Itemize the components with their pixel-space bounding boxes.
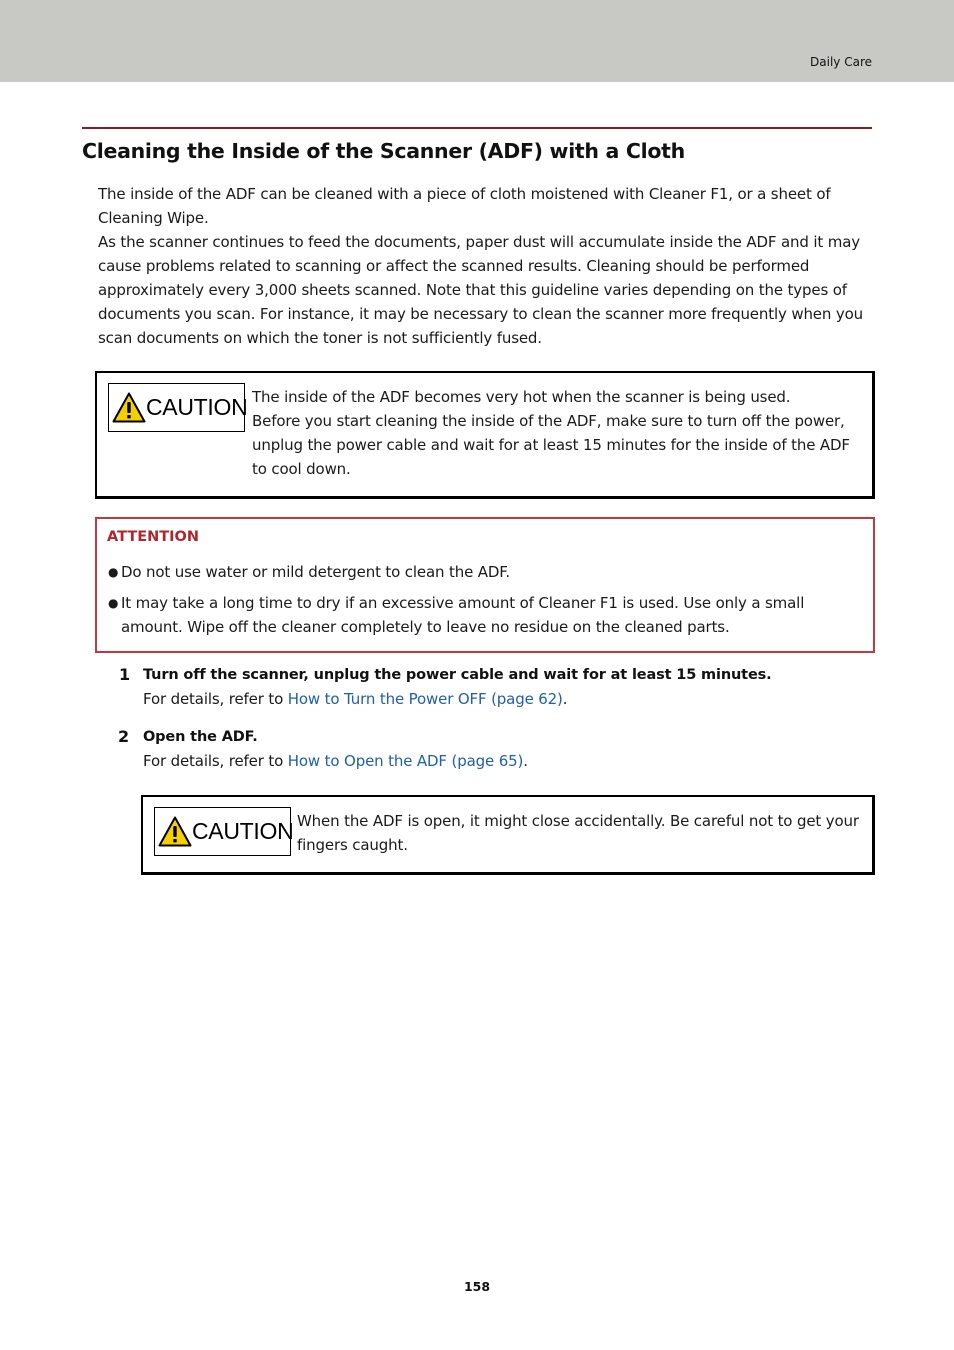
caution-box-hot [95, 371, 875, 499]
bullet-icon: ● [108, 565, 119, 579]
step-detail-suffix: . [562, 690, 568, 708]
warning-triangle-icon [158, 816, 192, 847]
attention-item [108, 591, 848, 639]
warning-triangle-icon [112, 392, 146, 423]
bullet-icon: ● [108, 596, 119, 610]
intro-text [98, 182, 874, 350]
caution-box-adf-close [141, 795, 875, 875]
attention-title: ATTENTION [107, 529, 199, 545]
step-number: 1 [119, 665, 131, 684]
power-off-link[interactable]: How to Turn the Power OFF (page 62) [287, 690, 563, 708]
step-detail-prefix: For details, refer to [143, 690, 288, 708]
caution-line-1: The inside of the ADF becomes very hot when the scanner is being used. [252, 388, 791, 406]
attention-box [95, 517, 875, 653]
section-label: Daily Care [810, 55, 872, 69]
intro-paragraph-2: As the scanner continues to feed the documents, paper dust will accumulate inside the ADF and it may cause problems related to scanning or affect the scanned results. Cleaning should be performed approximately every 3,000 sheets scanned. Note that this guideline varies depending on the types of documents you scan. For instance, it may be necessary to clean the scanner more frequently when you scan documents on which the toner is not sufficiently fused. [98, 233, 863, 347]
caution-label: CAUTION [146, 394, 248, 420]
step-detail [143, 690, 567, 708]
caution-badge [154, 807, 294, 856]
attention-item-text: It may take a long time to dry if an excessive amount of Cleaner F1 is used. Use only a small amount. Wipe off the cleaner completely to leave no residue on the cleaned parts. [121, 594, 805, 636]
intro-paragraph-1: The inside of the ADF can be cleaned with a piece of cloth moistened with Cleaner F1, or a sheet of Cleaning Wipe. [98, 185, 831, 227]
page-number: 158 [463, 1279, 491, 1294]
step-detail-prefix: For details, refer to [143, 752, 288, 770]
caution-badge [108, 383, 248, 432]
caution-text [252, 385, 867, 481]
open-adf-link[interactable]: How to Open the ADF (page 65) [287, 752, 524, 770]
step-title: Open the ADF. [143, 729, 258, 745]
step-detail-suffix: . [523, 752, 528, 770]
title-rule [82, 127, 872, 129]
page-title: Cleaning the Inside of the Scanner (ADF) with a Cloth [82, 139, 685, 163]
step-number: 2 [118, 727, 130, 746]
attention-item-text: Do not use water or mild detergent to clean the ADF. [121, 563, 510, 581]
caution-label: CAUTION [192, 818, 294, 844]
attention-item [108, 560, 848, 584]
step-title: Turn off the scanner, unplug the power cable and wait for at least 15 minutes. [143, 667, 772, 683]
step-detail [143, 752, 528, 770]
caution-line-2: Before you start cleaning the inside of the ADF, make sure to turn off the power, unplug the power cable and wait for at least 15 minutes for the inside of the ADF to cool down. [252, 412, 850, 478]
caution-text: When the ADF is open, it might close accidentally. Be careful not to get your fingers caught. [297, 812, 859, 854]
header-band [0, 0, 954, 82]
